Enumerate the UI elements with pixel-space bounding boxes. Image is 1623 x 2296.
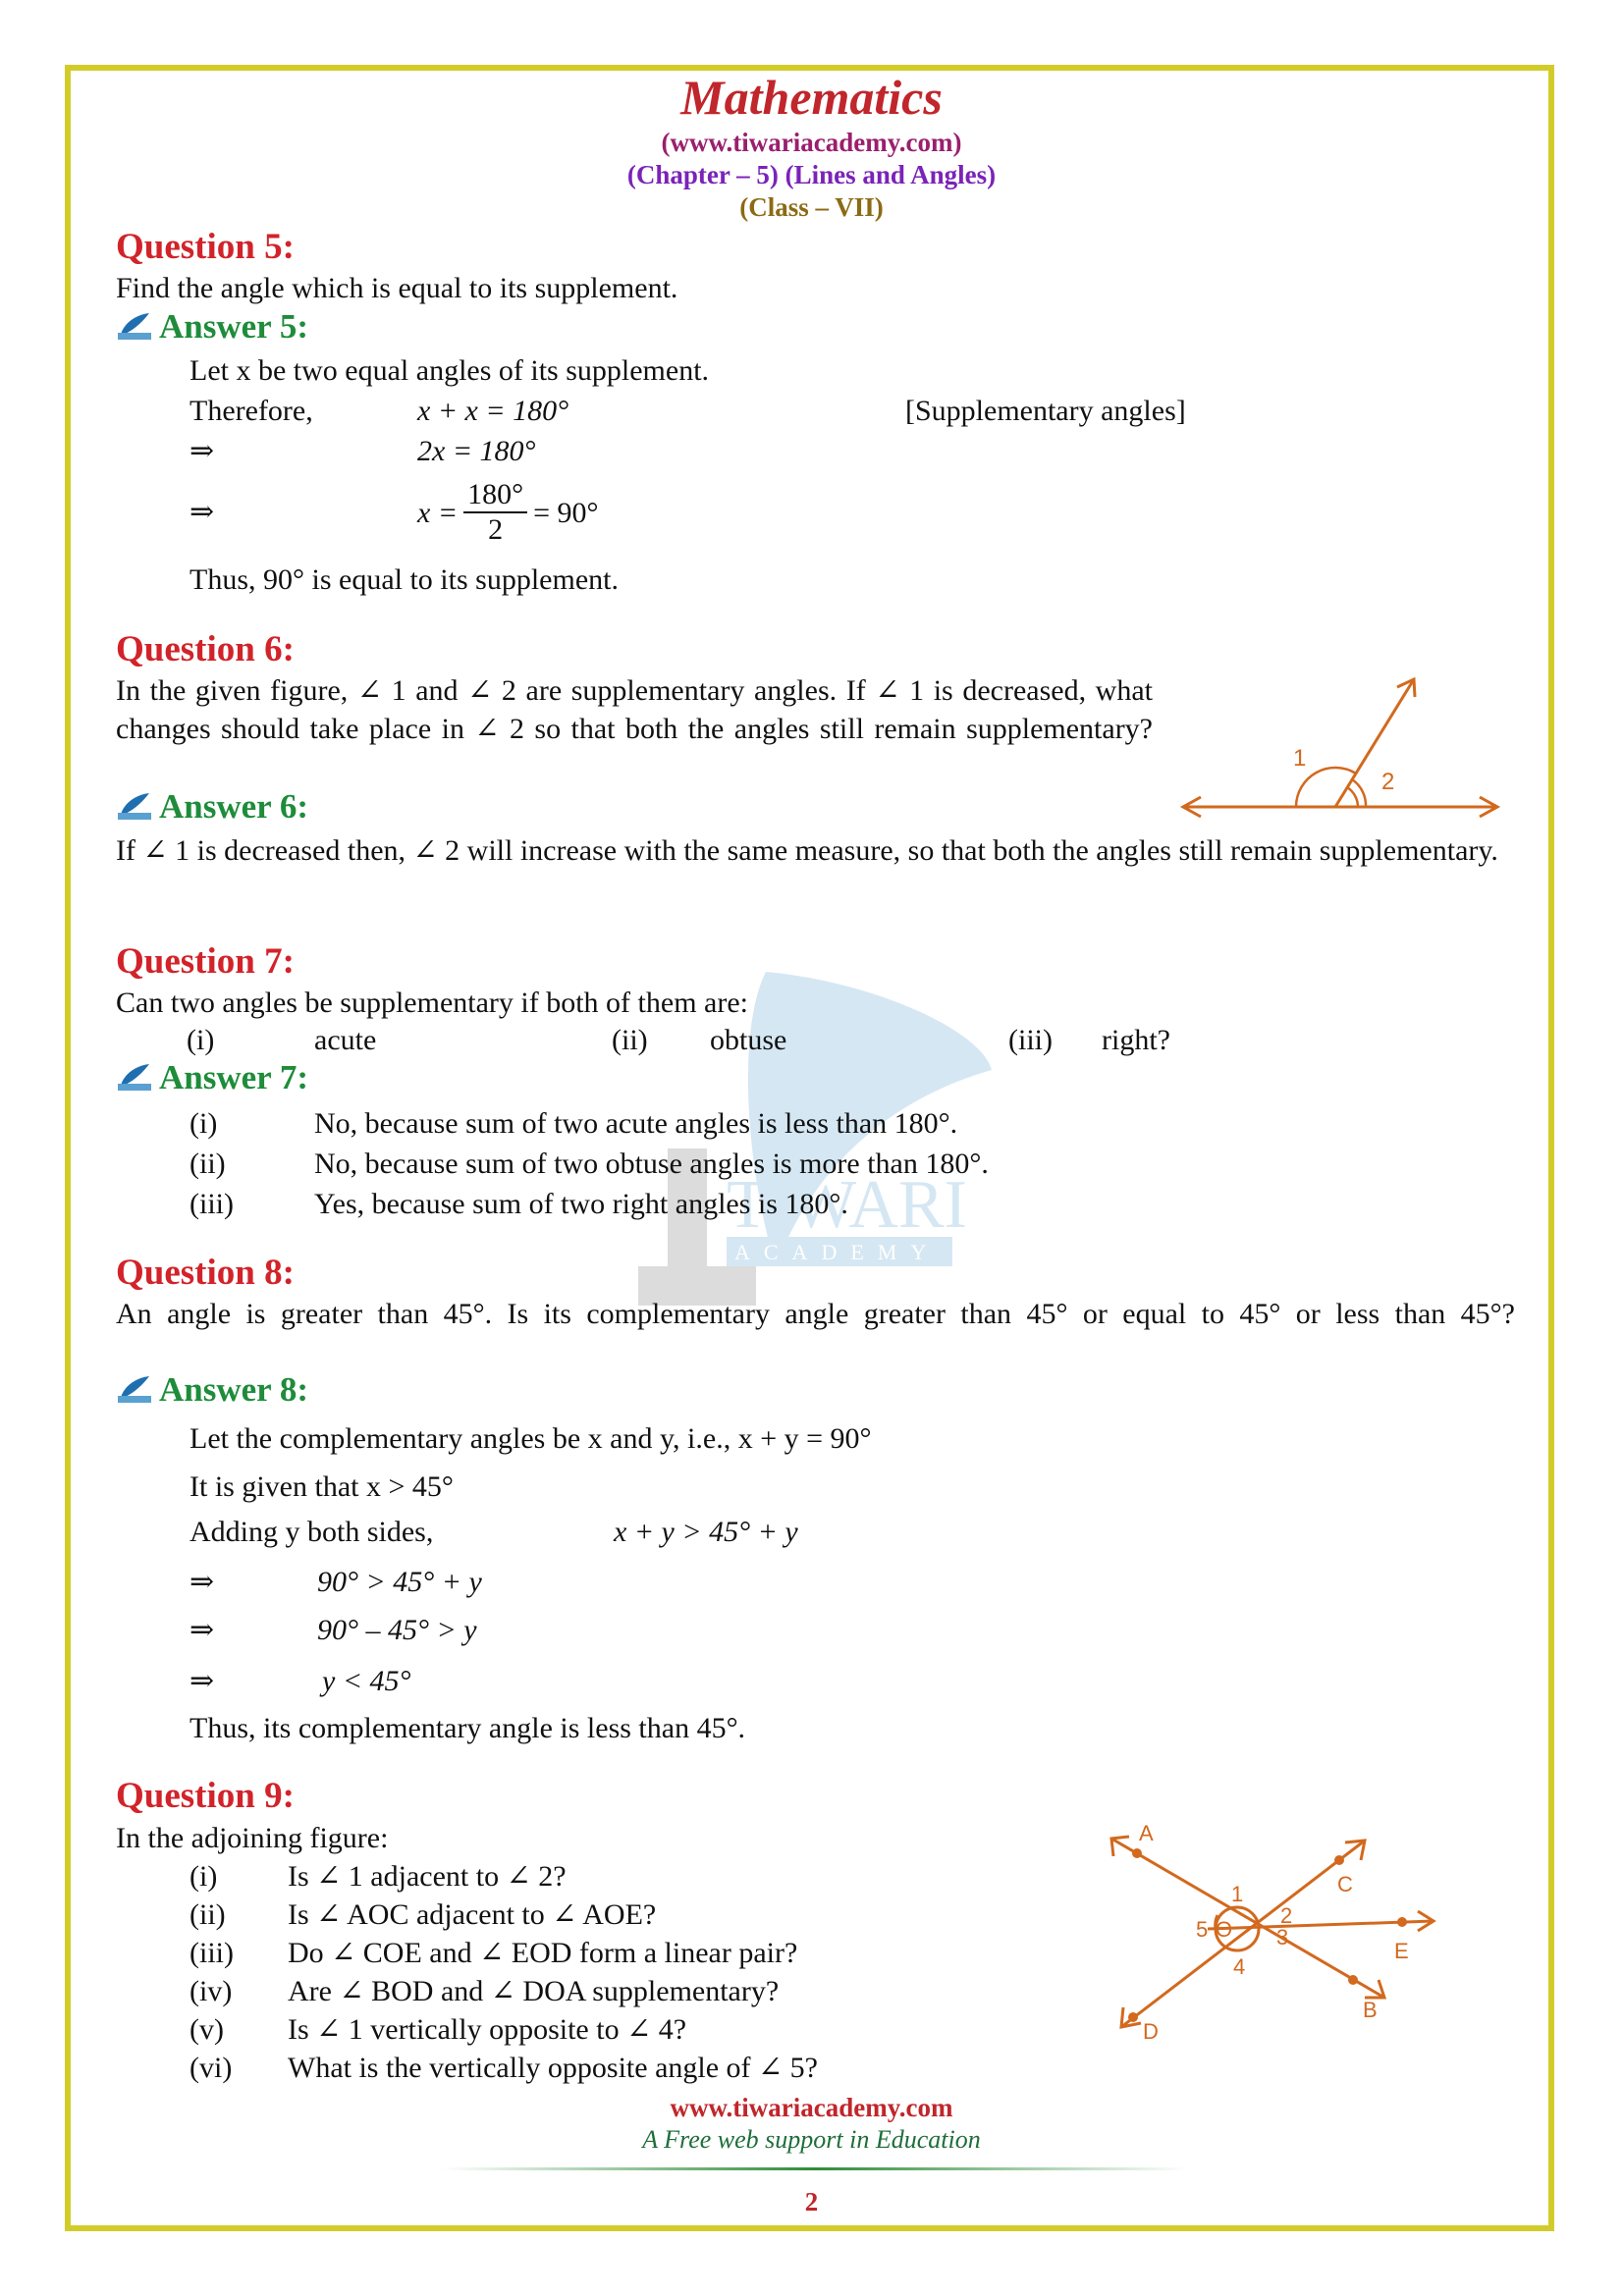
page-title: Mathematics	[680, 70, 943, 125]
question-6-text: In the given figure, ∠ 1 and ∠ 2 are supplementary angles. If ∠ 1 is decreased, what changes should take place in ∠ 2 so that both the angles still remain supplementary?	[116, 674, 1153, 745]
angle-2-label: 2	[1280, 1903, 1293, 1928]
implies-symbol: ⇒	[189, 1566, 215, 1598]
question-9-heading: Question 9:	[116, 1776, 295, 1816]
answer-8-label: Answer 8:	[159, 1370, 308, 1409]
question-6-heading: Question 6:	[116, 629, 295, 669]
eq-3-lhs: x =	[417, 496, 459, 529]
option-i-text: acute	[314, 1024, 377, 1056]
answer-5-line-1: Let x be two equal angles of its supplement.	[189, 354, 710, 387]
answer-6-heading	[116, 787, 308, 827]
q9-item-vi-number: (vi)	[189, 2052, 233, 2084]
quill-icon	[116, 1062, 153, 1092]
answer-8-line-2: It is given that x > 45°	[189, 1470, 454, 1503]
option-iii-number: (iii)	[1008, 1024, 1053, 1056]
answer-7-iii-text: Yes, because sum of two right angles is 180°.	[314, 1188, 848, 1220]
angle-4-label: 4	[1233, 1954, 1246, 1979]
footer-site: www.tiwariacademy.com	[670, 2093, 953, 2122]
q9-item-iii-number: (iii)	[189, 1937, 234, 1969]
answer-5-eq-2: 2x = 180°	[417, 435, 536, 467]
q9-item-iv-number: (iv)	[189, 1975, 233, 2007]
answer-8-line-3-eq: x + y > 45° + y	[614, 1516, 798, 1548]
answer-6-text: If ∠ 1 is decreased then, ∠ 2 will increase with the same measure, so that both the angles still remain supplementary.	[116, 834, 1498, 867]
answer-5-eq-1: x + x = 180°	[417, 395, 569, 427]
point-a-label: A	[1139, 1821, 1154, 1845]
q9-item-v-number: (v)	[189, 2013, 224, 2046]
answer-7-i-text: No, because sum of two acute angles is less than 180°.	[314, 1107, 958, 1140]
question-7-heading: Question 7:	[116, 941, 295, 982]
footer-tagline: A Free web support in Education	[642, 2125, 981, 2154]
answer-7-ii-number: (ii)	[189, 1148, 226, 1180]
eq-3-rhs: = 90°	[533, 496, 599, 529]
answer-8-conclusion: Thus, its complementary angle is less than 45°.	[189, 1712, 746, 1744]
option-ii-text: obtuse	[710, 1024, 787, 1056]
question-5-heading: Question 5:	[116, 227, 295, 267]
implies-symbol: ⇒	[189, 435, 215, 467]
implies-symbol: ⇒	[189, 496, 215, 528]
header-chapter: (Chapter – 5) (Lines and Angles)	[626, 160, 997, 189]
answer-8-eq-2: 90° – 45° > y	[317, 1614, 477, 1646]
q9-item-iv-text: Are ∠ BOD and ∠ DOA supplementary?	[288, 1975, 780, 2007]
angle-1-label: 1	[1293, 745, 1307, 772]
answer-7-i-number: (i)	[189, 1107, 218, 1140]
answer-7-heading	[116, 1058, 308, 1097]
footer-divider	[442, 2167, 1188, 2170]
answer-5-conclusion: Thus, 90° is equal to its supplement.	[189, 563, 619, 596]
question-8-text: An angle is greater than 45°. Is its complementary angle greater than 45° or equal to 45° or less than 45°?	[116, 1298, 1515, 1330]
q9-item-ii-text: Is ∠ AOC adjacent to ∠ AOE?	[288, 1898, 657, 1931]
answer-5-note: [Supplementary angles]	[905, 395, 1186, 427]
question-7-text: Can two angles be supplementary if both of them are:	[116, 987, 748, 1019]
watermark-sub: ACADEMY	[734, 1240, 941, 1264]
point-o-label: O	[1216, 1917, 1233, 1942]
q9-item-v-text: Is ∠ 1 vertically opposite to ∠ 4?	[288, 2013, 687, 2046]
implies-symbol: ⇒	[189, 1665, 215, 1697]
point-d-label: D	[1143, 2019, 1159, 2044]
answer-7-iii-number: (iii)	[189, 1188, 234, 1220]
supplementary-angles-figure	[1173, 667, 1507, 825]
intersecting-lines-figure	[1100, 1821, 1443, 2047]
point-b-label: B	[1363, 1998, 1378, 2022]
quill-icon	[116, 791, 153, 821]
answer-8-heading	[116, 1370, 308, 1410]
question-5-text: Find the angle which is equal to its supplement.	[116, 272, 678, 304]
watermark-word: TIWARI	[727, 1167, 967, 1243]
quill-icon	[116, 311, 153, 341]
option-iii-text: right?	[1102, 1024, 1170, 1056]
answer-5-label: Answer 5:	[159, 307, 308, 346]
q9-item-vi-text: What is the vertically opposite angle of ∠ 5?	[288, 2052, 818, 2084]
answer-7-ii-text: No, because sum of two obtuse angles is more than 180°.	[314, 1148, 989, 1180]
point-c-label: C	[1337, 1872, 1353, 1896]
point-e-label: E	[1394, 1939, 1409, 1963]
answer-8-eq-3: y < 45°	[322, 1665, 411, 1697]
quill-icon	[116, 1374, 153, 1404]
fraction-numerator: 180°	[463, 478, 527, 513]
q9-item-ii-number: (ii)	[189, 1898, 226, 1931]
header-class: (Class – VII)	[739, 192, 884, 222]
question-9-text: In the adjoining figure:	[116, 1822, 389, 1854]
answer-7-label: Answer 7:	[159, 1058, 308, 1096]
q9-item-iii-text: Do ∠ COE and ∠ EOD form a linear pair?	[288, 1937, 798, 1969]
option-ii-number: (ii)	[612, 1024, 648, 1056]
answer-5-heading	[116, 307, 308, 347]
option-i-number: (i)	[187, 1024, 215, 1056]
answer-8-eq-1: 90° > 45° + y	[317, 1566, 482, 1598]
fraction-denominator: 2	[488, 513, 504, 546]
answer-8-line-1: Let the complementary angles be x and y, i.e., x + y = 90°	[189, 1422, 872, 1455]
implies-symbol: ⇒	[189, 1614, 215, 1646]
angle-5-label: 5	[1196, 1917, 1209, 1942]
answer-5-therefore: Therefore,	[189, 395, 313, 427]
answer-8-line-3: Adding y both sides,	[189, 1516, 434, 1548]
angle-3-label: 3	[1276, 1925, 1289, 1949]
answer-6-label: Answer 6:	[159, 787, 308, 826]
angle-2-label: 2	[1381, 769, 1395, 795]
page-number: 2	[804, 2187, 819, 2216]
header-site: (www.tiwariacademy.com)	[661, 128, 962, 157]
fraction	[463, 478, 527, 547]
answer-5-eq-3	[417, 471, 598, 554]
q9-item-i-number: (i)	[189, 1860, 218, 1893]
q9-item-i-text: Is ∠ 1 adjacent to ∠ 2?	[288, 1860, 567, 1893]
angle-1-label: 1	[1231, 1882, 1244, 1906]
question-8-heading: Question 8:	[116, 1253, 295, 1293]
